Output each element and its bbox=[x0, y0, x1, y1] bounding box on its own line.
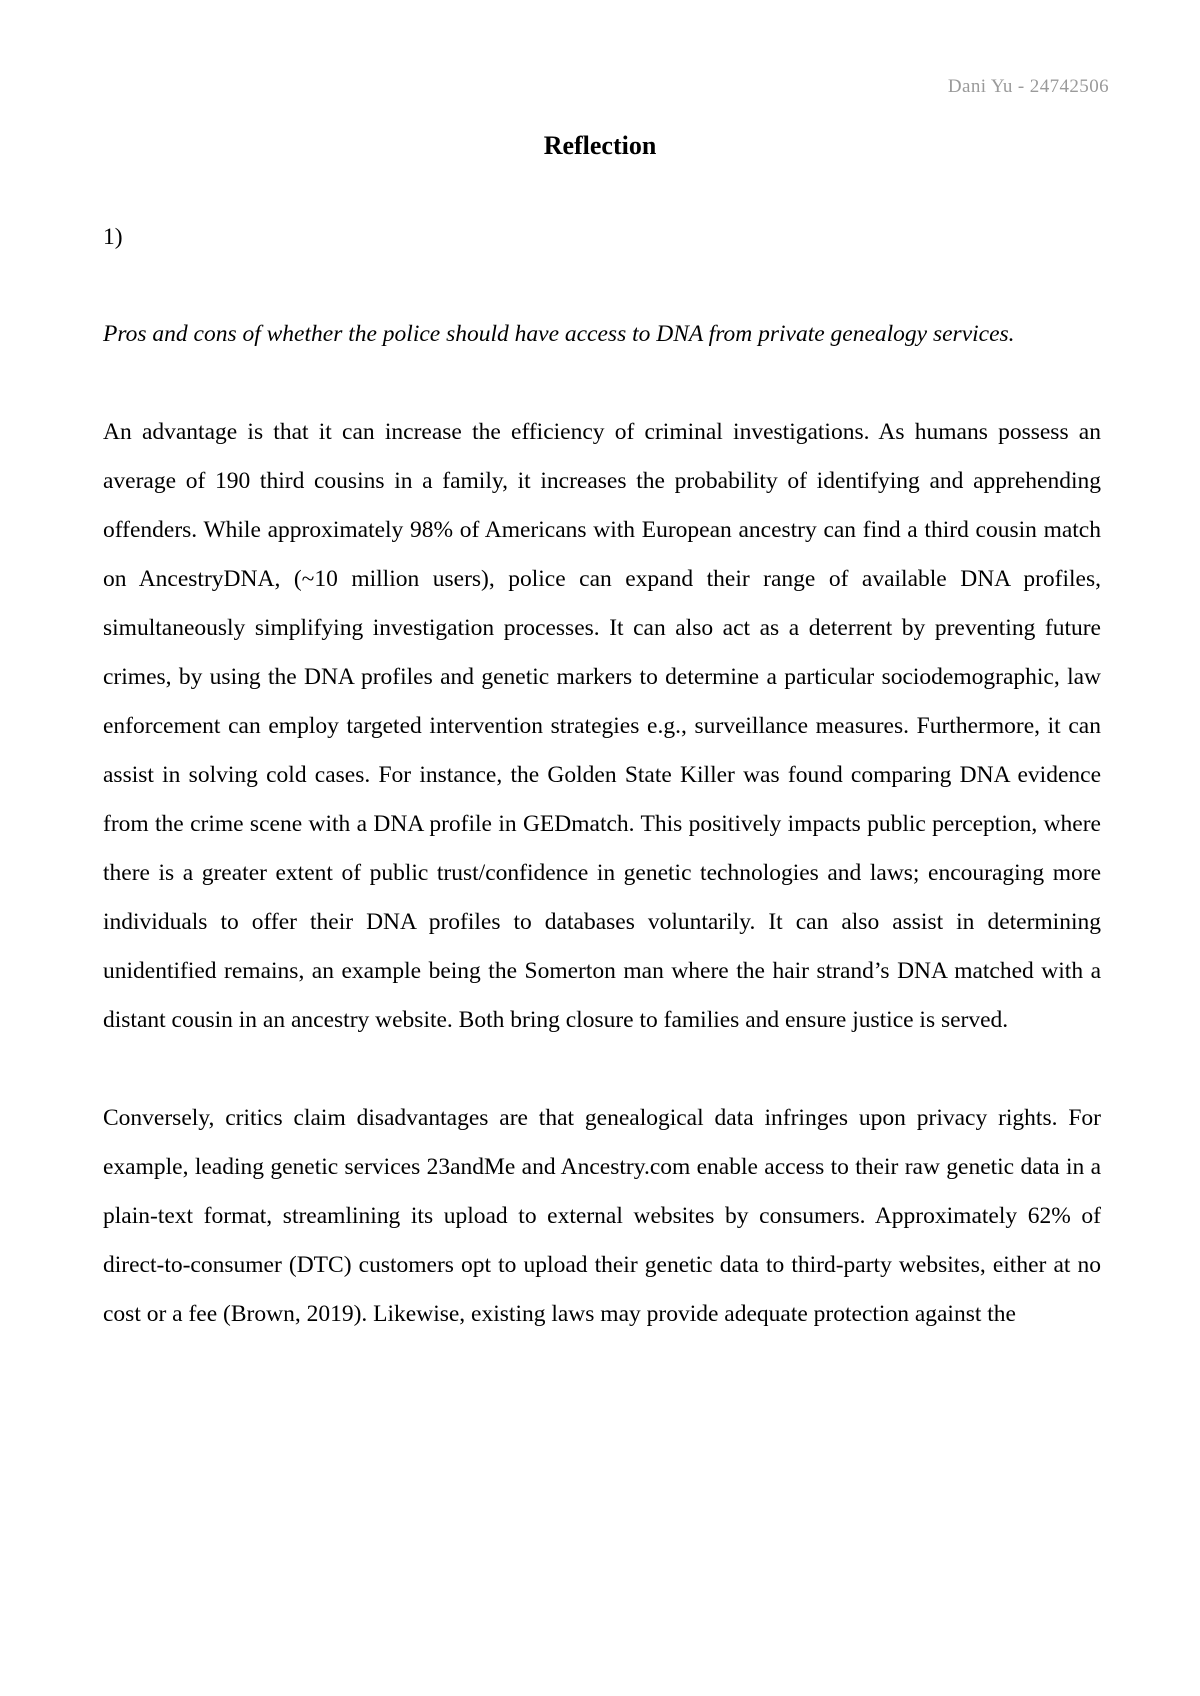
question-subheading: Pros and cons of whether the police should have access to DNA from private genealogy services. bbox=[103, 321, 1015, 347]
body-paragraph-advantages: An advantage is that it can increase the efficiency of criminal investigations. As humans possess an average of 190 third cousins in a family, it increases the probability of identifying and apprehending offenders. While approximately 98% of Americans with European ancestry can find a third cousin match on AncestryDNA, (~10 million users), police can expand their range of available DNA profiles, simultaneously simplifying investigation processes. It can also act as a deterrent by preventing future crimes, by using the DNA profiles and genetic markers to determine a particular sociodemographic, law enforcement can employ targeted intervention strategies e.g., surveillance measures. Furthermore, it can assist in solving cold cases. For instance, the Golden State Killer was found comparing DNA evidence from the crime scene with a DNA profile in GEDmatch. This positively impacts public perception, where there is a greater extent of public trust/confidence in genetic technologies and laws; encouraging more individuals to offer their DNA profiles to databases voluntarily. It can also assist in determining unidentified remains, an example being the Somerton man where the hair strand’s DNA matched with a distant cousin in an ancestry website. Both bring closure to families and ensure justice is served. bbox=[103, 419, 1101, 1033]
page-header-author: Dani Yu - 24742506 bbox=[947, 76, 1109, 97]
question-number: 1) bbox=[103, 224, 123, 250]
document-body bbox=[103, 213, 1101, 1339]
body-paragraph-disadvantages: Conversely, critics claim disadvantages are that genealogical data infringes upon privacy rights. For example, leading genetic services 23andMe and Ancestry.com enable access to their raw genetic data in a plain-text format, streamlining its upload to external websites by consumers. Approximately 62% of direct-to-consumer (DTC) customers opt to upload their genetic data to third-party websites, either at no cost or a fee (Brown, 2019). Likewise, existing laws may provide adequate protection against the bbox=[103, 1105, 1101, 1327]
page-title: Reflection bbox=[543, 131, 657, 160]
